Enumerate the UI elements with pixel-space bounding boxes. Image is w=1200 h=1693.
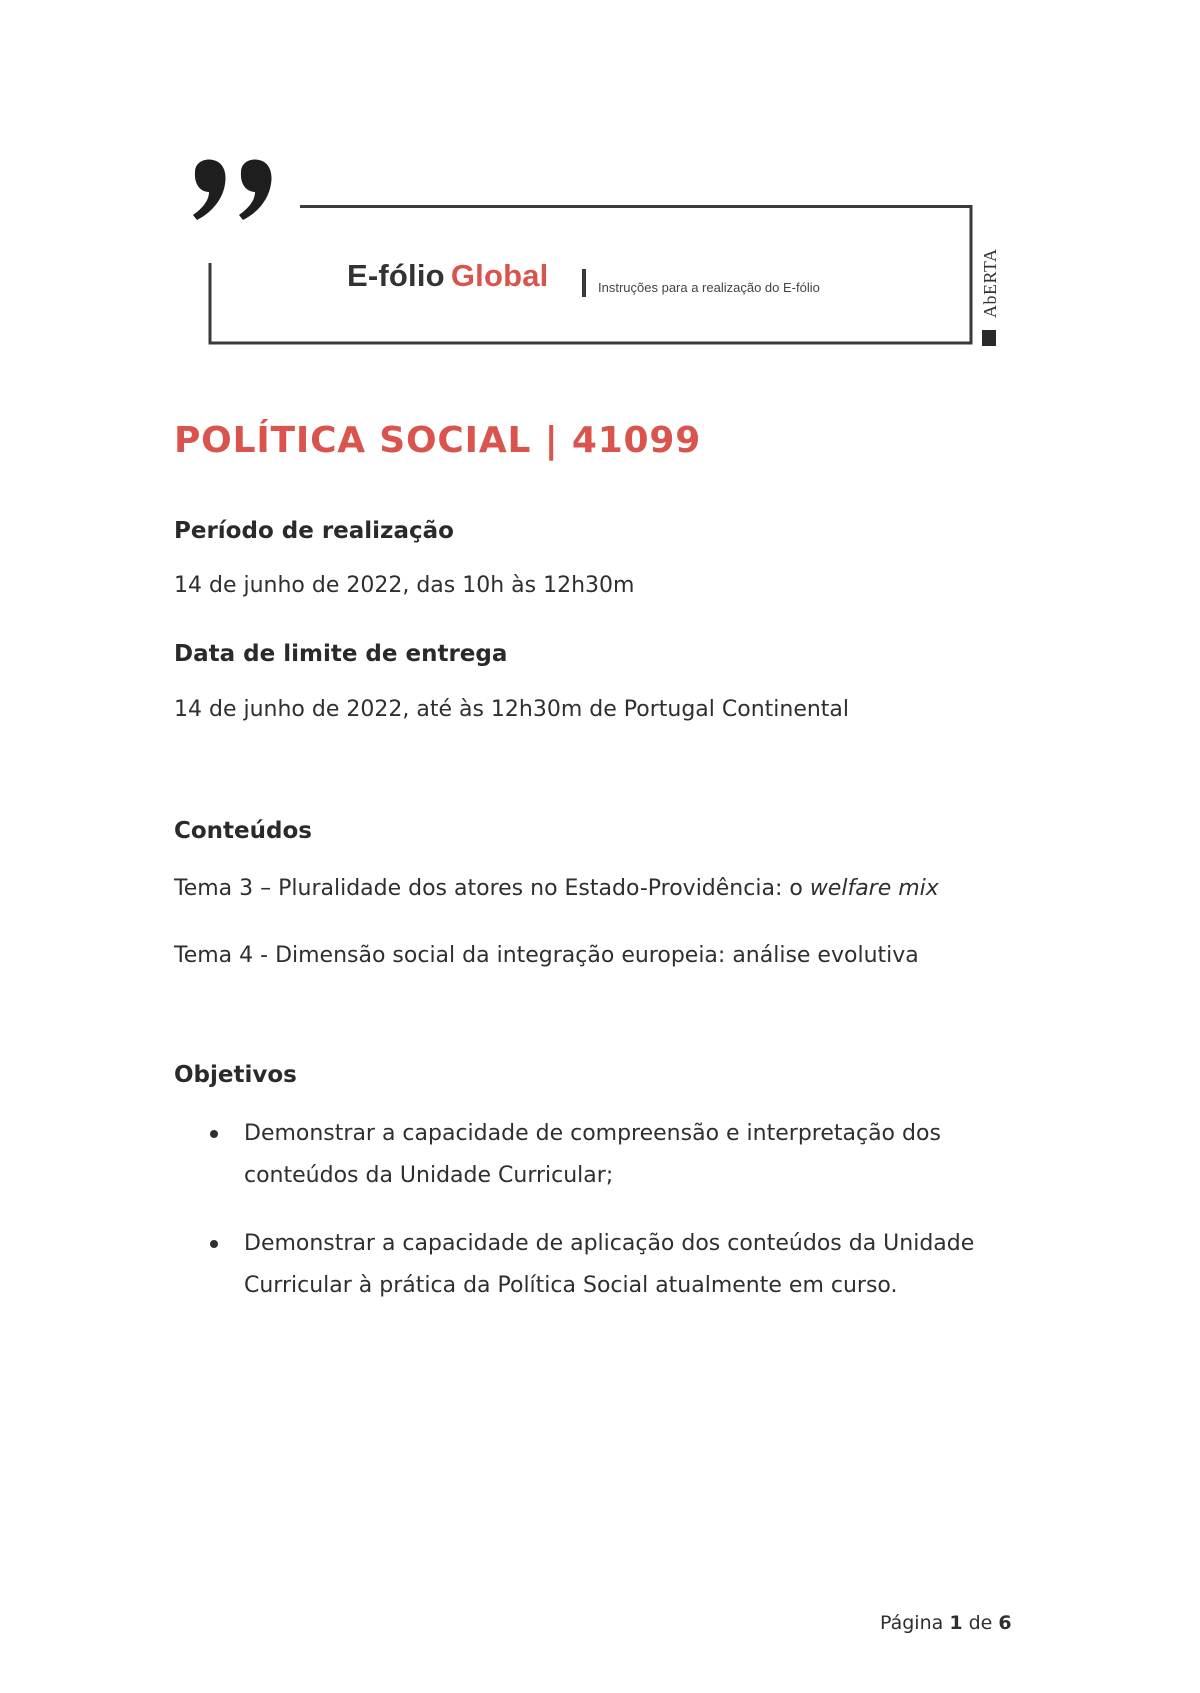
page-number xyxy=(880,1612,1012,1634)
university-logo: AbERTA xyxy=(980,248,1000,318)
header-subtitle: Instruções para a realização do E-fólio xyxy=(598,280,820,295)
header-separator xyxy=(582,269,586,297)
objective-item xyxy=(208,1223,1028,1307)
current-page: 1 xyxy=(949,1612,963,1634)
contents-item xyxy=(174,943,919,968)
of-label: de xyxy=(968,1612,993,1634)
bullet-icon xyxy=(210,1240,218,1248)
objectives-heading: Objetivos xyxy=(174,1062,297,1088)
period-text: 14 de junho de 2022, das 10h às 12h30m xyxy=(174,573,635,598)
contents-item-italic: welfare mix xyxy=(809,876,939,901)
period-heading: Período de realização xyxy=(174,518,454,544)
objective-text: Demonstrar a capacidade de compreensão e interpretação dos conteúdos da Unidade Curricular; xyxy=(244,1121,941,1188)
course-title: POLÍTICA SOCIAL | 41099 xyxy=(174,420,702,461)
header-title xyxy=(347,258,548,294)
total-pages: 6 xyxy=(998,1612,1012,1634)
header-title-efolio: E-fólio xyxy=(347,258,445,293)
logo-mark xyxy=(982,330,996,346)
contents-item xyxy=(174,876,939,901)
contents-heading: Conteúdos xyxy=(174,818,312,844)
page-label: Página xyxy=(880,1612,944,1634)
objective-text: Demonstrar a capacidade de aplicação dos conteúdos da Unidade Curricular à prática da Política Social atualmente em curso. xyxy=(244,1231,975,1298)
deadline-text: 14 de junho de 2022, até às 12h30m de Portugal Continental xyxy=(174,697,850,722)
objective-item xyxy=(208,1113,1028,1197)
objectives-list xyxy=(208,1113,1028,1333)
header-title-global: Global xyxy=(450,258,549,293)
bullet-icon xyxy=(210,1130,218,1138)
contents-item-text: Tema 3 – Pluralidade dos atores no Estado-Providência: o xyxy=(174,876,810,901)
deadline-heading: Data de limite de entrega xyxy=(174,641,508,667)
contents-item-text: Tema 4 - Dimensão social da integração europeia: análise evolutiva xyxy=(174,943,919,968)
header-frame xyxy=(208,205,978,345)
